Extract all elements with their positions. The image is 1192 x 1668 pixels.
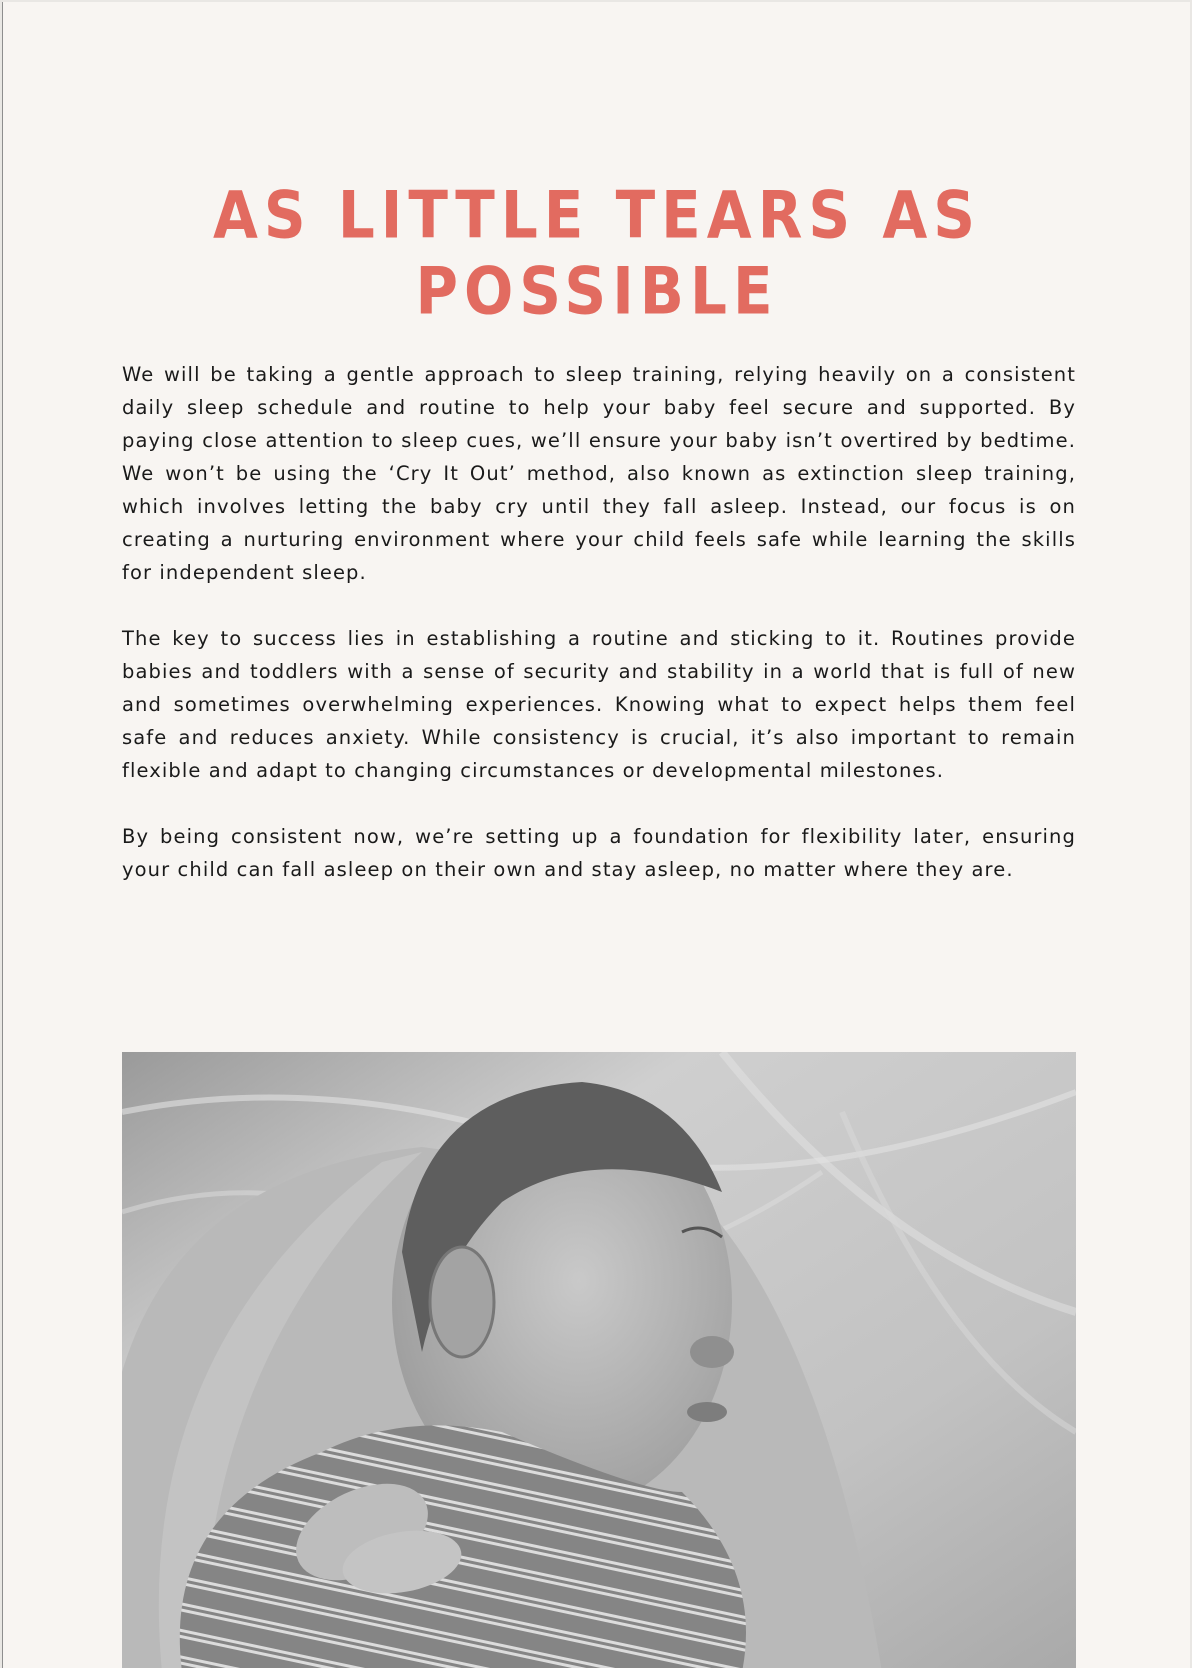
baby-nose (690, 1336, 734, 1368)
document-page (2, 2, 1190, 1668)
title-line-1: AS LITTLE TEARS AS (213, 177, 981, 254)
body-text (122, 358, 1076, 919)
baby-ear (430, 1247, 494, 1357)
page-title (3, 177, 1190, 329)
baby-photo (122, 1052, 1076, 1668)
paragraph-2: The key to success lies in establishing a routine and sticking to it. Routines provide babies and toddlers with a sense of security and stability in a world that is full of new and sometimes overwhelming experiences. Knowing what to expect helps them feel safe and reduces anxiety. While consistency is crucial, it’s also important to remain flexible and adapt to changing circumstances or developmental milestones. (122, 627, 1076, 782)
paragraph-3: By being consistent now, we’re setting up a foundation for flexibility later, ensuring your child can fall asleep on their own and stay asleep, no matter where they are. (122, 825, 1076, 881)
paragraph-1: We will be taking a gentle approach to sleep training, relying heavily on a consistent daily sleep schedule and routine to help your baby feel secure and supported. By paying close attention to sleep cues, we’ll ensure your baby isn’t overtired by bedtime. We won’t be using the ‘Cry It Out’ method, also known as extinction sleep training, which involves letting the baby cry until they fall asleep. Instead, our focus is on creating a nurturing environment where your child feels safe while learning the skills for independent sleep. (122, 363, 1076, 584)
baby-photo-illustration (122, 1052, 1076, 1668)
baby-mouth (687, 1402, 727, 1422)
title-line-2: POSSIBLE (415, 253, 779, 330)
